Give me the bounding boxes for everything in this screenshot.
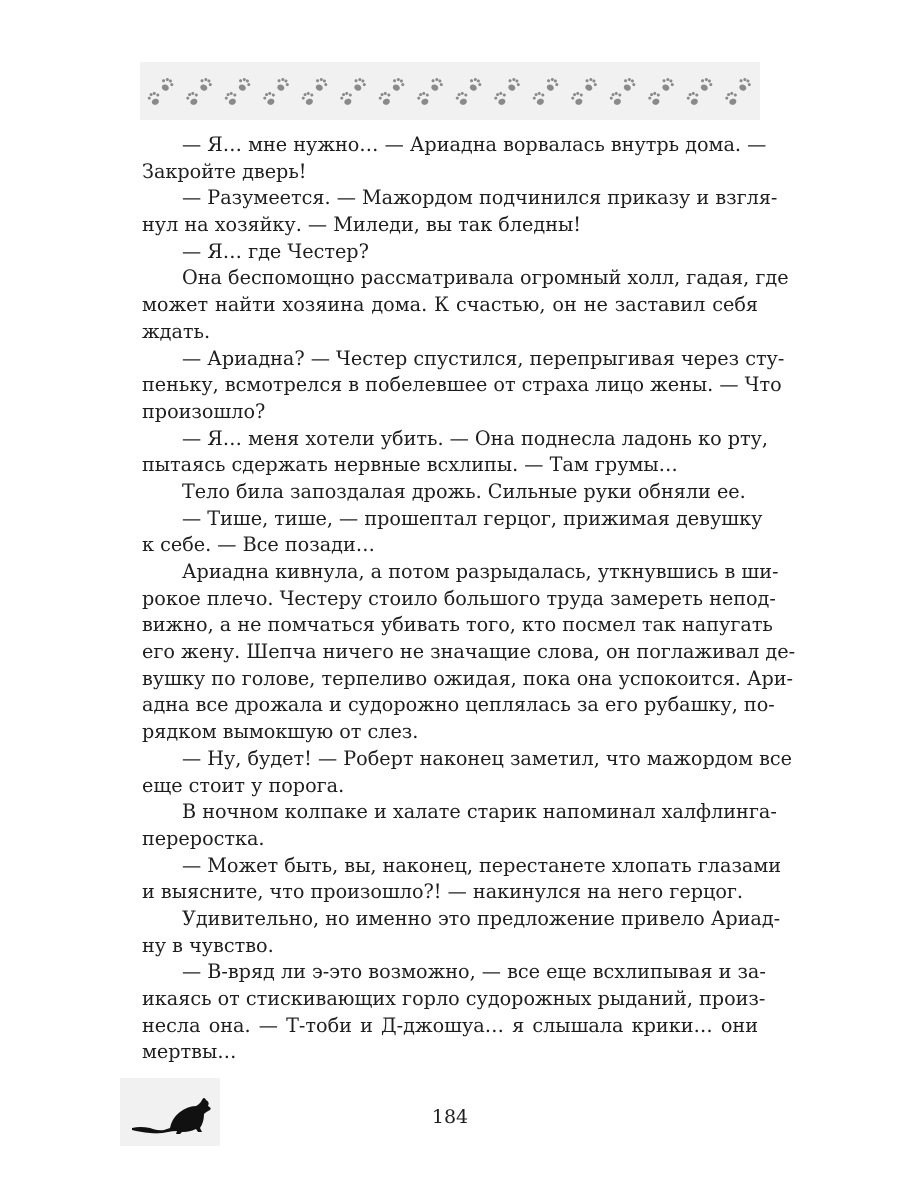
text-line: может найти хозяина дома. К счастью, он не заставил себя xyxy=(142,293,758,317)
text-line: Она беспомощно рассматривала огромный холл, гадая, где xyxy=(182,266,789,290)
text-line: Тело била запоздалая дрожь. Сильные руки обняли ее. xyxy=(182,479,746,503)
text-line: — Я… меня хотели убить. — Она поднесла ладонь ко рту, xyxy=(182,426,769,450)
text-line: мертвы… xyxy=(142,1040,237,1064)
text-line: Закройте дверь! xyxy=(142,159,307,183)
header-ornament xyxy=(140,62,760,120)
text-line: произошло? xyxy=(142,399,266,423)
text-line: ждать. xyxy=(142,319,211,343)
rat-icon xyxy=(120,1078,220,1146)
paw-prints-icon xyxy=(140,62,760,120)
text-line: вушку по голове, терпеливо ожидая, пока она успокоится. Ари- xyxy=(142,666,794,690)
text-line: — Ариадна? — Честер спустился, перепрыгивая через сту- xyxy=(182,346,785,370)
text-line: Ариадна кивнула, а потом разрыдалась, уткнувшись в ши- xyxy=(182,560,779,583)
text-line: — Тише, тише, — прошептал герцог, прижимая девушку xyxy=(182,506,763,530)
text-line: пытаясь сдержать нервные всхлипы. — Там грумы… xyxy=(142,453,678,477)
text-line: В ночном колпаке и халате старик напоминал халфлинга- xyxy=(182,800,777,824)
text-line: рядком вымокшую от слез. xyxy=(142,720,419,744)
text-line: икаясь от стискивающих горло судорожных рыданий, произ- xyxy=(142,987,766,1010)
text-line: и выясните, что произошло?! — накинулся на него герцог. xyxy=(142,880,744,904)
text-line: к себе. — Все позади… xyxy=(142,533,375,557)
text-line: переростка. xyxy=(142,826,265,850)
text-line: пеньку, всмотрелся в побелевшее от страха лицо жены. — Что xyxy=(142,373,782,397)
text-line: — Разумеется. — Мажордом подчинился приказу и взгля- xyxy=(182,186,778,210)
text-line: его жену. Шепча ничего не значащие слова, он поглаживал де- xyxy=(142,640,796,664)
text-line: — Ну, будет! — Роберт наконец заметил, что мажордом все xyxy=(182,746,793,770)
text-line: Удивительно, но именно это предложение привело Ариад- xyxy=(182,906,781,930)
text-line: рокое плечо. Честеру стоило большого труда замереть непод- xyxy=(142,586,776,610)
footer-ornament xyxy=(120,1078,220,1146)
text-line: ну в чувство. xyxy=(142,933,274,957)
text-line: нул на хозяйку. — Миледи, вы так бледны! xyxy=(142,213,581,237)
text-line: вижно, а не помчаться убивать того, кто посмел так напугать xyxy=(142,613,773,637)
text-line: — Я… где Честер? xyxy=(182,239,369,263)
page-number: 184 xyxy=(431,1106,469,1128)
text-line: несла она. — Т-тоби и Д-джошуа… я слышала крики… они xyxy=(142,1013,758,1037)
book-text xyxy=(142,132,796,1066)
text-line: — Может быть, вы, наконец, перестанете хлопать глазами xyxy=(182,853,782,877)
text-line: адна все дрожала и судорожно цеплялась за его рубашку, по- xyxy=(142,693,775,717)
text-line: — Я… мне нужно… — Ариадна ворвалась внутрь дома. — xyxy=(182,133,767,156)
text-line: — В-вряд ли э-это возможно, — все еще всхлипывая и за- xyxy=(182,960,766,984)
text-line: еще стоит у порога. xyxy=(142,773,345,797)
